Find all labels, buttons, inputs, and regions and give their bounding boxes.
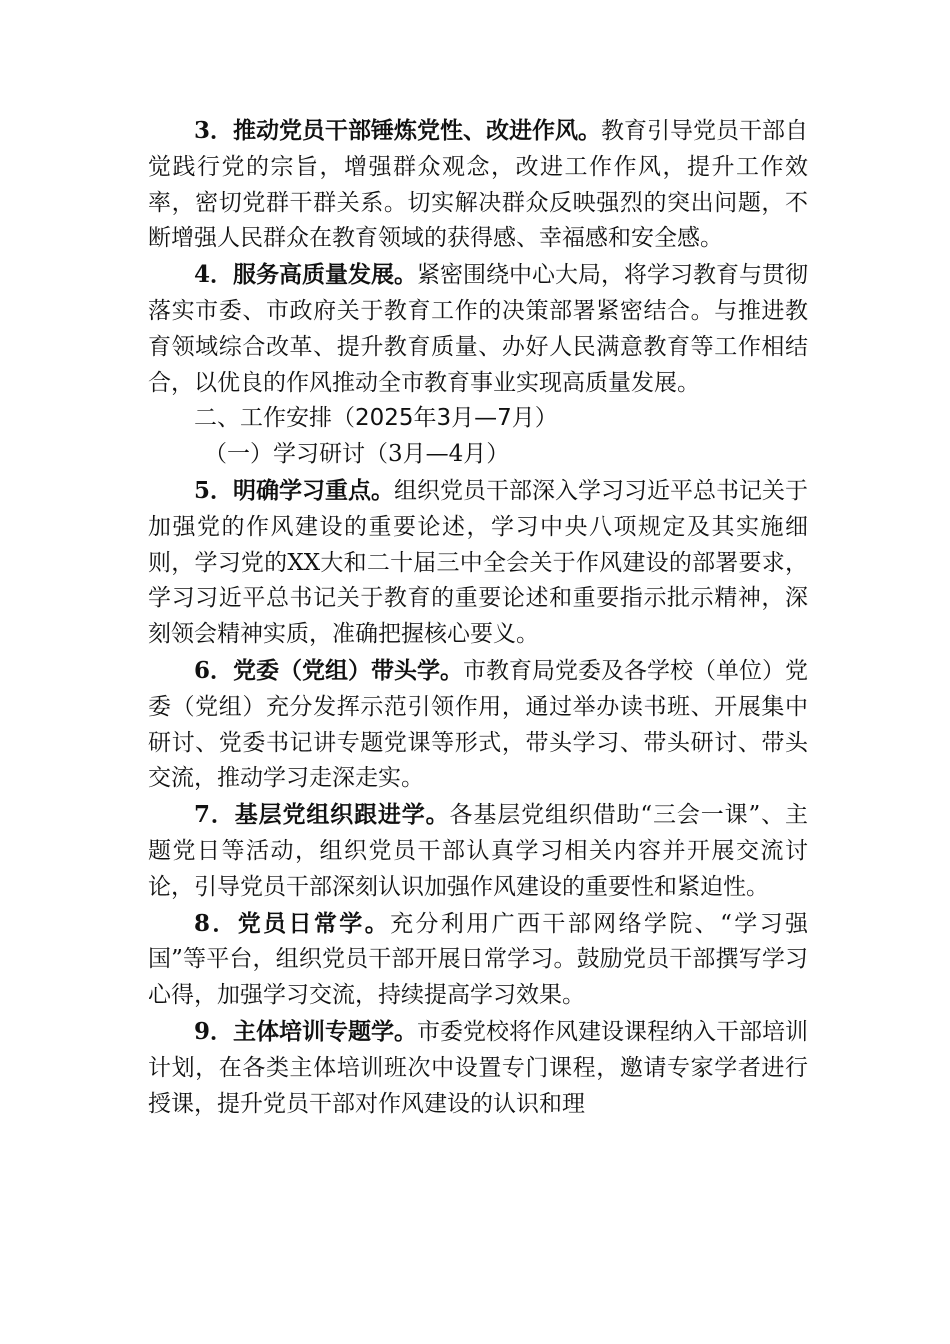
paragraph-body: 市委党校将作风建设课程纳入干部培训计划，在各类主体培训班次中设置专门课程，邀请专家学者进行授课，提升党员干部对作风建设的认识和理 <box>148 1018 809 1117</box>
paragraph-lead: 5．明确学习重点。 <box>194 476 395 504</box>
paragraph-lead: 3．推动党员干部锤炼党性、改进作风。 <box>194 117 602 144</box>
paragraph-item-9 <box>148 1014 808 1122</box>
paragraph-body: 充分利用广西干部网络学院、“学习强国”等平台，组织党员干部开展日常学习。鼓励党员干部撰写学习心得，加强学习交流，持续提高学习效果。 <box>148 910 808 1009</box>
paragraph-item-7 <box>148 797 808 905</box>
section-heading: 二、工作安排（2025年3月—7月） <box>194 405 558 432</box>
paragraph-body: 市教育局党委及各学校（单位）党委（党组）充分发挥示范引领作用，通过举办读书班、开展集中研讨、党委书记讲专题党课等形式，带头学习、带头研讨、带头交流，推动学习走深走实。 <box>148 657 809 792</box>
paragraph-lead: 9．主体培训专题学。 <box>194 1017 418 1045</box>
paragraph-item-8 <box>148 906 808 1014</box>
paragraph-lead: 8．党员日常学。 <box>194 909 391 937</box>
paragraph-body: 教育引导党员干部自觉践行党的宗旨，增强群众观念，改进工作作风，提升工作效率，密切党群干群关系。切实解决群众反映强烈的突出问题，不断增强人民群众在教育领域的获得感、幸福感和安全感。 <box>148 118 809 252</box>
paragraph-item-5 <box>148 473 808 653</box>
paragraph-item-4 <box>148 257 808 401</box>
paragraph-item-3 <box>148 113 808 257</box>
paragraph-lead: 4．服务高质量发展。 <box>194 261 418 289</box>
paragraph-body: 紧密围绕中心大局，将学习教育与贯彻落实市委、市政府关于教育工作的决策部署紧密结合。与推进教育领域综合改革、提升教育质量、办好人民满意教育等工作相结合，以优良的作风推动全市教育事业实现高质量发展。 <box>148 262 809 396</box>
paragraph-body: 组织党员干部深入学习习近平总书记关于加强党的作风建设的重要论述，学习中央八项规定及其实施细则，学习党的XX大和二十届三中全会关于作风建设的部署要求，学习习近平总书记关于教育的重要论述和重要指示批示精神，深刻领会精神实质，准确把握核心要义。 <box>148 477 809 648</box>
document-page <box>148 113 808 1122</box>
subsection-heading: （一）学习研讨（3月—4月） <box>204 441 510 468</box>
paragraph-lead: 7．基层党组织跟进学。 <box>194 801 450 829</box>
paragraph-body: 各基层党组织借助“三会一课”、主题党日等活动，组织党员干部认真学习相关内容并开展交流讨论，引导党员干部深刻认识加强作风建设的重要性和紧迫性。 <box>148 802 808 900</box>
paragraph-item-6 <box>148 653 808 797</box>
paragraph-lead: 6．党委（党组）带头学。 <box>194 656 464 684</box>
